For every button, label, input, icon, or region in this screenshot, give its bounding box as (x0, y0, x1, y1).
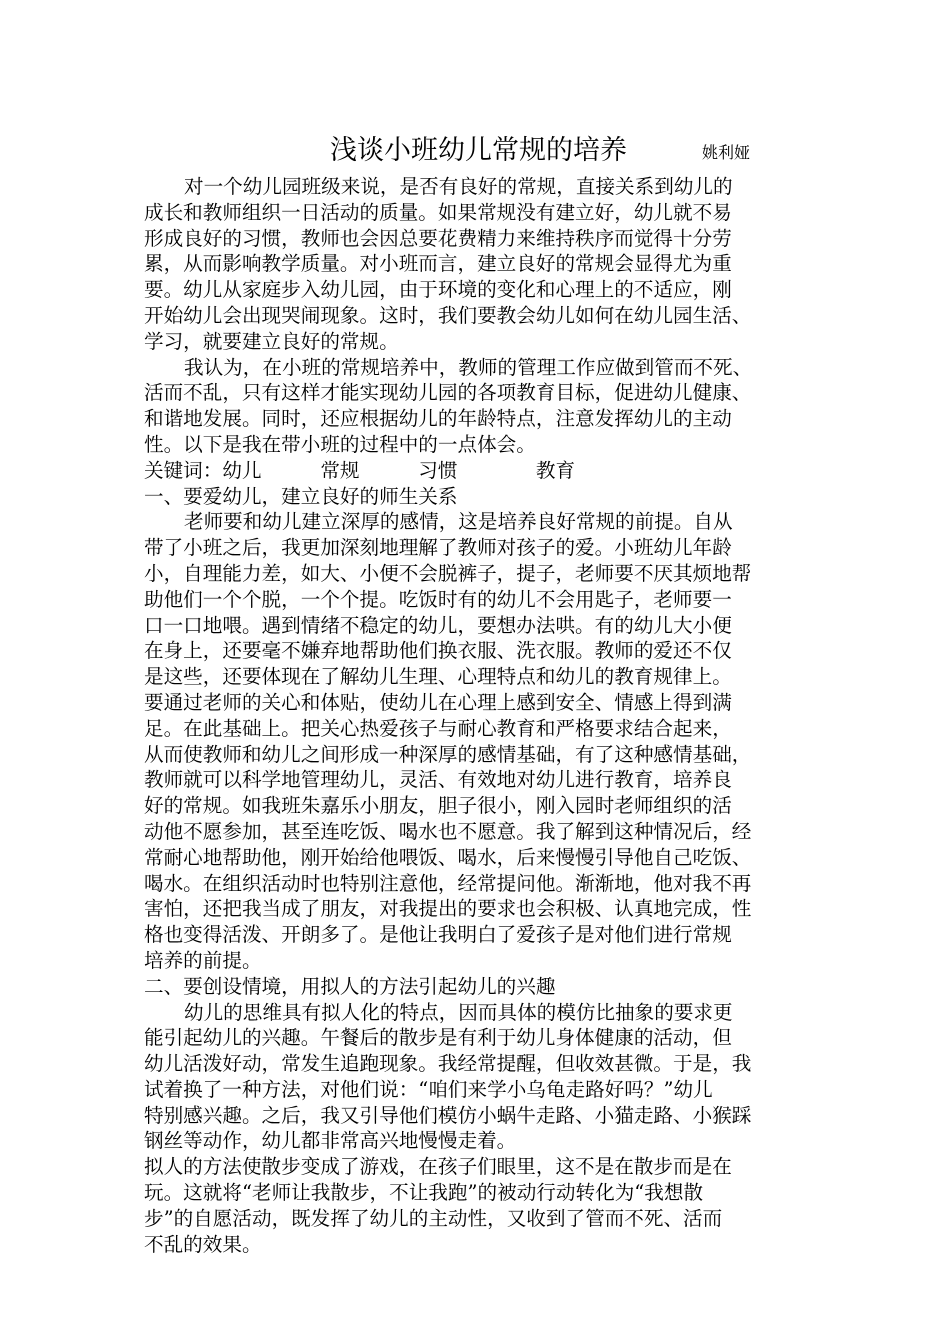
text-line: 格也变得活泼、开朗多了。是他让我明白了爱孩子是对他们进行常规 (144, 923, 732, 947)
text-line: 助他们一个个脱，一个个提。吃饭时有的幼儿不会用匙子，老师要一 (144, 587, 732, 611)
text-line: 累，从而影响教学质量。对小班而言，建立良好的常规会显得尤为重 (144, 252, 732, 276)
document-title: 浅谈小班幼儿常规的培养 (330, 135, 627, 166)
title-row (0, 133, 950, 169)
text-line: 活而不乱，只有这样才能实现幼儿园的各项教育目标，促进幼儿健康、 (144, 381, 752, 405)
text-line: 常耐心地帮助他，刚开始给他喂饭、喝水，后来慢慢引导他自己吃饭、 (144, 845, 752, 869)
text-line: 从而使教师和幼儿之间形成一种深厚的感情基础，有了这种感情基础， (144, 742, 752, 766)
text-line: 二、要创设情境，用拟人的方法引起幼儿的兴趣 (144, 974, 556, 998)
text-line: 老师要和幼儿建立深厚的感情，这是培养良好常规的前提。自从 (184, 510, 733, 534)
text-line: 性。以下是我在带小班的过程中的一点体会。 (144, 432, 536, 456)
text-line: 动他不愿参加，甚至连吃饭、喝水也不愿意。我了解到这种情况后，经 (144, 819, 752, 843)
text-line: 拟人的方法使散步变成了游戏，在孩子们眼里，这不是在散步而是在 (144, 1155, 732, 1179)
text-line: 成长和教师组织一日活动的质量。如果常规没有建立好，幼儿就不易 (144, 200, 732, 224)
text-line: 要。幼儿从家庭步入幼儿园，由于环境的变化和心理上的不适应，刚 (144, 278, 732, 302)
text-line: 步”的自愿活动，既发挥了幼儿的主动性，又收到了管而不死、活而 (144, 1206, 723, 1230)
text-line: 在身上，还要毫不嫌弃地帮助他们换衣服、洗衣服。教师的爱还不仅 (144, 639, 732, 663)
text-line: 口一口地喂。遇到情绪不稳定的幼儿，要想办法哄。有的幼儿大小便 (144, 613, 732, 637)
author-name: 姚利娅 (702, 143, 751, 162)
text-line: 钢丝等动作，幼儿都非常高兴地慢慢走着。 (144, 1129, 517, 1153)
text-line: 我认为，在小班的常规培养中，教师的管理工作应做到管而不死、 (184, 355, 753, 379)
document-body (144, 174, 820, 1257)
text-line: 形成良好的习惯，教师也会因总要花费精力来维持秩序而觉得十分劳 (144, 226, 732, 250)
text-line: 教师就可以科学地管理幼儿，灵活、有效地对幼儿进行教育，培养良 (144, 768, 732, 792)
text-line: 对一个幼儿园班级来说，是否有良好的常规，直接关系到幼儿的 (184, 175, 733, 198)
text-line: 带了小班之后，我更加深刻地理解了教师对孩子的爱。小班幼儿年龄 (144, 536, 732, 560)
text-line: 要通过老师的关心和体贴，使幼儿在心理上感到安全、情感上得到满 (144, 690, 732, 714)
text-line: 培养的前提。 (144, 948, 262, 972)
text-line: 试着换了一种方法，对他们说：“咱们来学小乌龟走路好吗？”幼儿 (144, 1077, 713, 1101)
text-line: 不乱的效果。 (144, 1232, 262, 1256)
text-line: 能引起幼儿的兴趣。午餐后的散步是有利于幼儿身体健康的活动，但 (144, 1026, 732, 1050)
text-line: 和谐地发展。同时，还应根据幼儿的年龄特点，注意发挥幼儿的主动 (144, 407, 732, 431)
text-line: 特别感兴趣。之后，我又引导他们模仿小蜗牛走路、小猫走路、小猴踩 (144, 1103, 752, 1127)
text-line: 害怕，还把我当成了朋友，对我提出的要求也会积极、认真地完成，性 (144, 897, 752, 921)
text-line: 喝水。在组织活动时也特别注意他，经常提问他。渐渐地，他对我不再 (144, 871, 752, 895)
text-line: 小，自理能力差，如大、小便不会脱裤子，提子，老师要不厌其烦地帮 (144, 561, 752, 585)
text-line: 是这些，还要体现在了解幼儿生理、心理特点和幼儿的教育规律上。 (144, 665, 732, 689)
text-line: 一、要爱幼儿，建立良好的师生关系 (144, 484, 458, 508)
text-line: 幼儿活泼好动，常发生追跑现象。我经常提醒，但收效甚微。于是，我 (144, 1052, 752, 1076)
text-line: 好的常规。如我班朱嘉乐小朋友，胆子很小，刚入园时老师组织的活 (144, 794, 732, 818)
text-line: 玩。这就将“老师让我散步，不让我跑”的被动行动转化为“我想散 (144, 1181, 704, 1205)
text-line: 开始幼儿会出现哭闹现象。这时，我们要教会幼儿如何在幼儿园生活、 (144, 303, 752, 327)
text-line: 学习，就要建立良好的常规。 (144, 329, 399, 353)
text-line: 足。在此基础上。把关心热爱孩子与耐心教育和严格要求结合起来， (144, 716, 732, 740)
text-line: 幼儿的思维具有拟人化的特点，因而具体的模仿比抽象的要求更 (184, 1000, 733, 1024)
text-line: 关键词：幼儿 常规 习惯 教育 (144, 458, 576, 482)
